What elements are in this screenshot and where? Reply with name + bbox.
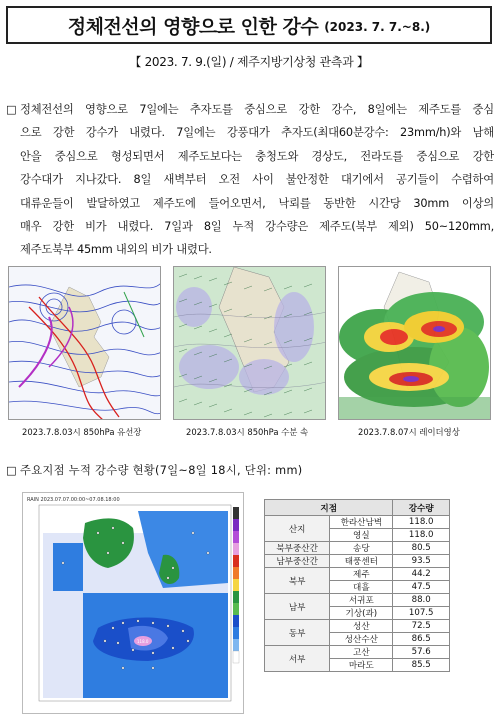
table-header-row [265,500,450,516]
figure-caption: 2023.7.8.07시 레이더영상 [358,427,460,437]
rainfall-table [264,499,450,672]
summary-line: 안을 중심으로 형성되면서 제주도보다는 충청도와 경상도, 전라도를 중심으로 강한 [20,149,494,163]
value-cell: 80.5 [393,542,450,555]
summary-line: 으로 강한 강수가 내렸다. 7일에는 강풍대가 추자도(최대60분강수: 23mm/h)와 남해 [20,126,494,140]
value-cell: 44.2 [393,568,450,581]
moisture-flux-chart [173,266,326,420]
rainfall-map [22,492,244,714]
value-cell: 93.5 [393,555,450,568]
region-cell: 남부중산간 [265,555,330,568]
region-cell: 북부중산간 [265,542,330,555]
table-row [265,516,450,529]
region-cell: 산지 [265,516,330,542]
table-row [265,594,450,607]
table-row [265,646,450,659]
station-cell: 성산수산 [330,633,393,646]
station-cell: 마라도 [330,659,393,672]
value-cell: 72.5 [393,620,450,633]
map-max-label: 118.0 [137,639,149,644]
region-cell: 남부 [265,594,330,620]
table-row [265,555,450,568]
value-cell: 57.6 [393,646,450,659]
region-cell: 북부 [265,568,330,594]
station-cell: 기상(과) [330,607,393,620]
station-cell: 서귀포 [330,594,393,607]
summary-line: 강수대가 지나갔다. 8일 새벽부터 오전 사이 불안정한 대기에서 공기들이 수렴하여 [20,173,494,187]
summary-line: 제주도북부 45mm 내외의 비가 내렸다. [20,243,212,257]
radar-image [338,266,491,420]
station-cell: 제주 [330,568,393,581]
figure-row [8,266,492,420]
map-header: RAIN 2023.07.07.00:00~07.08.18:00 [27,497,120,503]
table-row [265,542,450,555]
value-cell: 107.5 [393,607,450,620]
value-cell: 47.5 [393,581,450,594]
summary-paragraph [6,98,494,262]
table-row [265,620,450,633]
bullet-icon: □ [6,464,17,477]
bullet-icon: □ [6,103,17,116]
summary-line: 대류운들이 발달하였고 제주도에 들어오면서, 낙뢰를 동반한 시간당 30mm 이상의 [20,196,494,210]
summary-line: 매우 강한 비가 내렸다. 7일과 8일 누적 강수량은 제주도(북부 제외) 50~120mm, [20,220,494,234]
region-cell: 서부 [265,646,330,672]
figure-caption: 2023.7.8.03시 850hPa 수분 속 [186,427,309,437]
value-cell: 88.0 [393,594,450,607]
station-cell: 영실 [330,529,393,542]
title-date: (2023. 7. 7.~8.) [324,19,431,34]
station-cell: 태풍센터 [330,555,393,568]
title-box [6,6,492,44]
value-cell: 85.5 [393,659,450,672]
station-cell: 성산 [330,620,393,633]
section-heading: □ 주요지점 누적 강수량 현황(7일~8일 18시, 단위: mm) [6,464,303,477]
station-cell: 고산 [330,646,393,659]
report-subtitle: 【 2023. 7. 9.(일) / 제주지방기상청 관측과 】 [129,55,369,69]
value-cell: 118.0 [393,529,450,542]
value-cell: 86.5 [393,633,450,646]
page-title: 정체전선의 영향으로 인한 강수 [67,15,319,38]
station-cell: 대흘 [330,581,393,594]
streamline-chart [8,266,161,420]
figure-caption: 2023.7.8.03시 850hPa 유선장 [22,427,142,437]
region-cell: 동부 [265,620,330,646]
table-row [265,568,450,581]
station-cell: 송당 [330,542,393,555]
station-cell: 한라산남벽 [330,516,393,529]
value-cell: 118.0 [393,516,450,529]
summary-line: □ 정체전선의 영향으로 7일에는 추자도를 중심으로 강한 강수, 8일에는 제주도를 중심 [6,98,494,121]
table-header: 지점 [265,500,393,516]
figure-captions [0,426,498,440]
table-header: 강수량 [393,500,450,516]
